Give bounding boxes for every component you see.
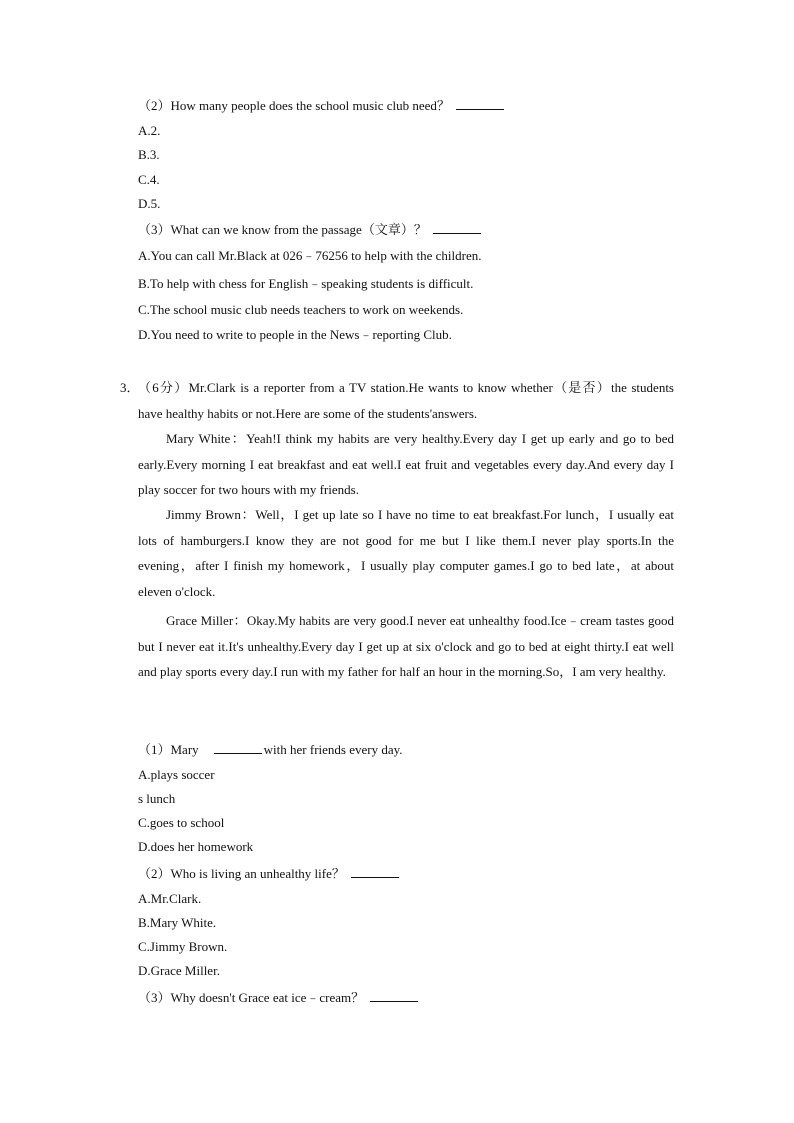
answer-blank[interactable] xyxy=(214,741,262,754)
problem-number: 3． xyxy=(120,380,140,395)
option-a: A.Mr.Clark. xyxy=(138,891,202,906)
option-c: C.The school music club needs teachers to work on weekends. xyxy=(138,302,464,317)
question-text: （2）How many people does the school music club need？ xyxy=(138,98,450,113)
option-c: C.goes to school xyxy=(138,815,225,830)
question-text: （3）What can we know from the passage（文章）？ xyxy=(138,222,427,237)
option-a: A.2. xyxy=(138,123,161,138)
option-c: C.4. xyxy=(138,172,160,187)
option-a: A.plays soccer xyxy=(138,767,215,782)
passage-grace: Grace Miller：Okay.My habits are very good.I never eat unhealthy food.Ice﹣cream tastes good but I never eat it.It's unhealthy.Every day I get up at six o'clock and go to bed at eight thirty.I eat well and play sports every day.I run with my father for half an hour in the morning.So，I am very healthy. xyxy=(138,613,674,679)
option-b: B.Mary White. xyxy=(138,915,217,930)
question-suffix: with her friends every day. xyxy=(263,742,403,757)
sub-question-1 xyxy=(138,741,403,758)
passage-mary: Mary White：Yeah!I think my habits are very healthy.Every day I get up early and go to bed early.Every morning I eat breakfast and eat well.I eat fruit and vegetables every day.And every day I play soccer for two hours with my friends. xyxy=(138,431,674,497)
question-text: （2）Who is living an unhealthy life？ xyxy=(138,866,345,881)
option-b: B.3. xyxy=(138,147,160,162)
option-d: D.Grace Miller. xyxy=(138,963,220,978)
sub-question-3 xyxy=(138,989,418,1006)
sub-question-2 xyxy=(138,865,399,882)
option-d: D.You need to write to people in the News﹣reporting Club. xyxy=(138,327,452,342)
question-2 xyxy=(138,97,504,114)
option-d: D.5. xyxy=(138,196,161,211)
option-d: D.does her homework xyxy=(138,839,254,854)
option-b: B.To help with chess for English﹣speaking students is difficult. xyxy=(138,276,474,291)
answer-blank[interactable] xyxy=(433,221,481,234)
intro-text: Mr.Clark is a reporter from a TV station.He wants to know whether（是否）the students have healthy habits or not.Here are some of the students'answers. xyxy=(138,380,674,421)
problem-3-intro xyxy=(120,375,674,426)
question-3 xyxy=(138,221,481,238)
option-c: C.Jimmy Brown. xyxy=(138,939,228,954)
problem-points: （6分） xyxy=(138,380,189,395)
option-b: s lunch xyxy=(138,791,176,806)
option-a: A.You can call Mr.Black at 026﹣76256 to help with the children. xyxy=(138,248,482,263)
question-prefix: （1）Mary xyxy=(138,742,199,757)
passage-jimmy: Jimmy Brown：Well，I get up late so I have no time to eat breakfast.For lunch，I usually eat lots of hamburgers.I know they are not good for me but I like them.I never play sports.In the evening，after I finish my homework，I usually play computer games.I go to bed late，at about eleven o'clock. xyxy=(138,507,674,599)
answer-blank[interactable] xyxy=(370,989,418,1002)
answer-blank[interactable] xyxy=(351,865,399,878)
question-text: （3）Why doesn't Grace eat ice﹣cream？ xyxy=(138,990,365,1005)
answer-blank[interactable] xyxy=(456,97,504,110)
